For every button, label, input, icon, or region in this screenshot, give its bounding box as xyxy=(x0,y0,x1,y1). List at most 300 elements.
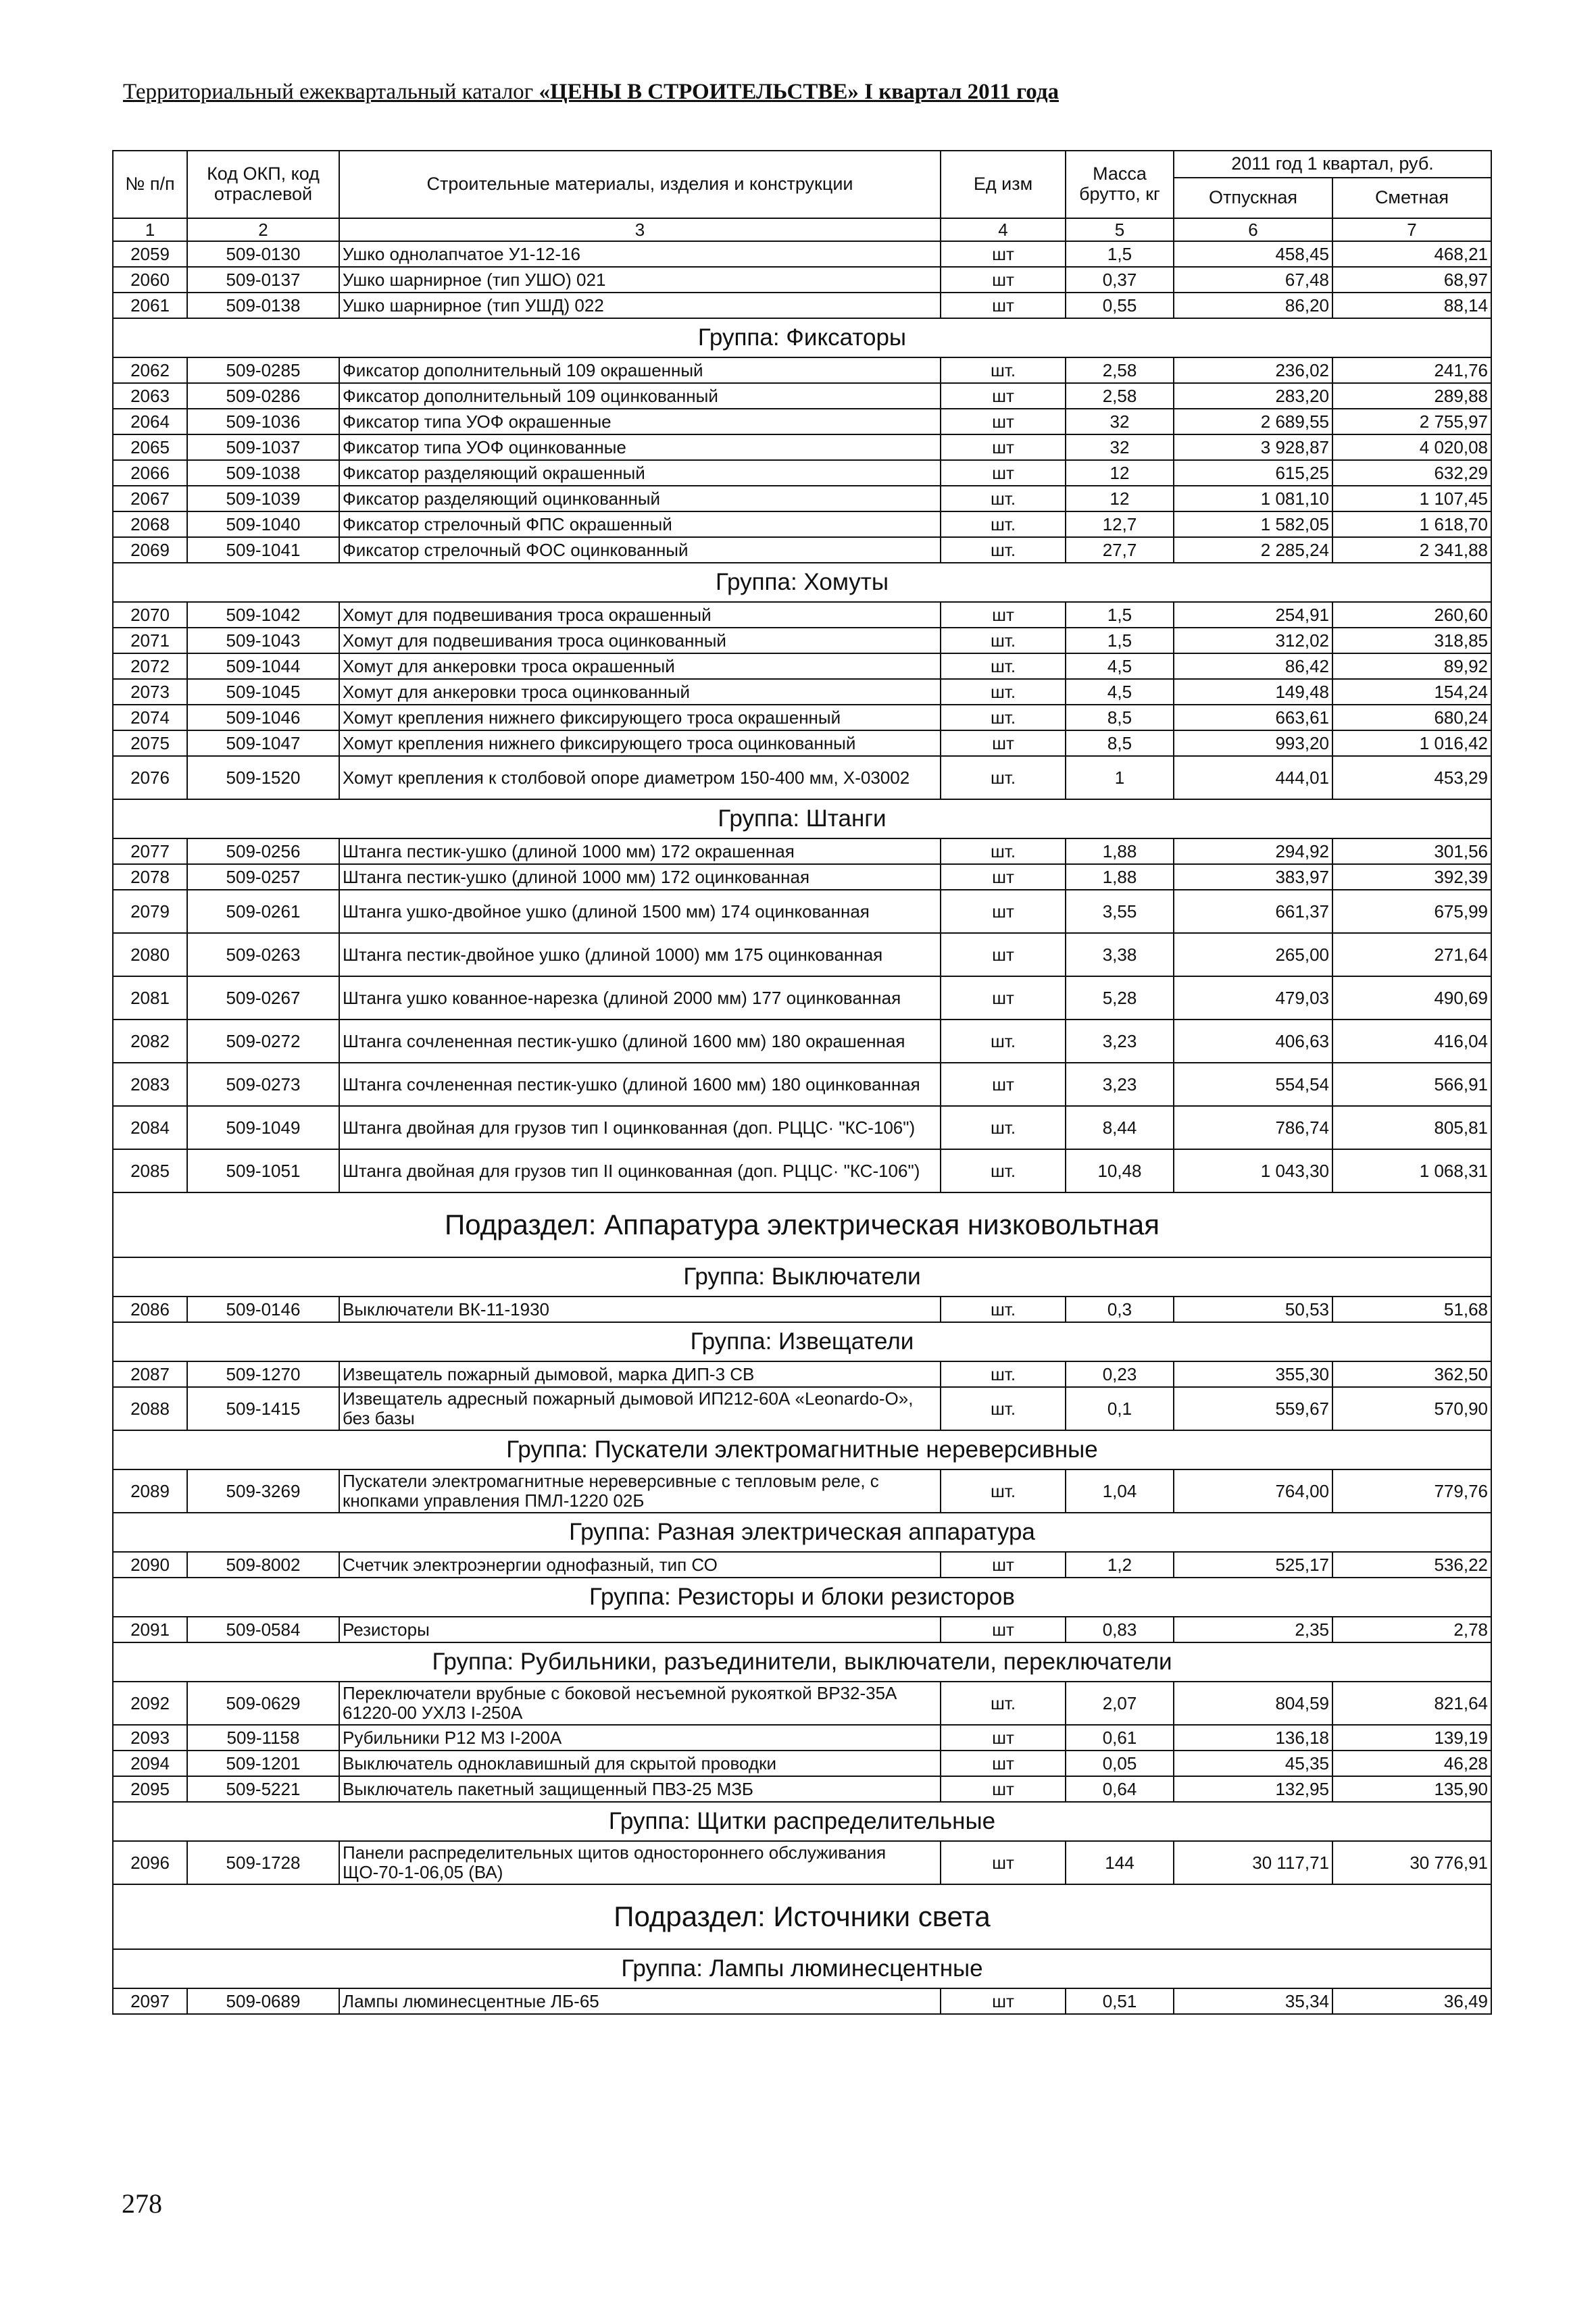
group-row xyxy=(113,799,1491,838)
row-estimate-price: 416,04 xyxy=(1332,1020,1491,1063)
group-row xyxy=(113,1430,1491,1469)
row-unit: шт xyxy=(941,1841,1066,1884)
row-mass: 32 xyxy=(1066,409,1174,434)
row-name: Штанга двойная для грузов тип I оцинкованная (доп. РЦЦС· "КС-106") xyxy=(339,1106,941,1149)
row-code: 509-0137 xyxy=(187,267,339,293)
table-row xyxy=(113,1988,1491,2014)
row-release-price: 1 582,05 xyxy=(1174,511,1332,537)
row-number: 2074 xyxy=(113,705,187,730)
row-code: 509-8002 xyxy=(187,1552,339,1578)
row-code: 509-0272 xyxy=(187,1020,339,1063)
row-release-price: 458,45 xyxy=(1174,241,1332,267)
row-number: 2060 xyxy=(113,267,187,293)
table-row xyxy=(113,705,1491,730)
row-mass: 4,5 xyxy=(1066,679,1174,705)
row-mass: 3,38 xyxy=(1066,933,1174,976)
row-name: Хомут для анкеровки троса оцинкованный xyxy=(339,679,941,705)
row-estimate-price: 392,39 xyxy=(1332,864,1491,890)
row-unit: шт xyxy=(941,383,1066,409)
row-number: 2081 xyxy=(113,976,187,1020)
row-name: Фиксатор типа УОФ окрашенные xyxy=(339,409,941,434)
row-number: 2073 xyxy=(113,679,187,705)
group-row xyxy=(113,1578,1491,1617)
row-estimate-price: 1 107,45 xyxy=(1332,486,1491,511)
row-code: 509-0146 xyxy=(187,1297,339,1322)
table-row xyxy=(113,486,1491,511)
row-mass: 4,5 xyxy=(1066,653,1174,679)
row-mass: 0,55 xyxy=(1066,293,1174,318)
row-unit: шт xyxy=(941,1751,1066,1776)
col-number: 2 xyxy=(187,218,339,241)
row-estimate-price: 1 618,70 xyxy=(1332,511,1491,537)
row-mass: 1,5 xyxy=(1066,628,1174,653)
row-name: Фиксатор типа УОФ оцинкованные xyxy=(339,434,941,460)
row-name: Фиксатор дополнительный 109 оцинкованный xyxy=(339,383,941,409)
row-release-price: 86,42 xyxy=(1174,653,1332,679)
row-code: 509-1041 xyxy=(187,537,339,563)
col-header-unit: Ед изм xyxy=(941,151,1066,218)
col-header-period: 2011 год 1 квартал, руб. xyxy=(1174,151,1491,178)
row-name: Пускатели электромагнитные нереверсивные с тепловым реле, с кнопками управления ПМЛ-1220 02Б xyxy=(339,1469,941,1513)
row-number: 2082 xyxy=(113,1020,187,1063)
row-name: Штанга двойная для грузов тип II оцинкованная (доп. РЦЦС· "КС-106") xyxy=(339,1149,941,1192)
row-number: 2063 xyxy=(113,383,187,409)
row-mass: 0,61 xyxy=(1066,1725,1174,1751)
row-mass: 2,07 xyxy=(1066,1682,1174,1725)
row-number: 2092 xyxy=(113,1682,187,1725)
row-name: Извещатель адресный пожарный дымовой ИП212-60А «Leonardo-O», без базы xyxy=(339,1387,941,1430)
row-unit: шт xyxy=(941,864,1066,890)
row-code: 509-1042 xyxy=(187,602,339,628)
row-unit: шт xyxy=(941,890,1066,933)
row-number: 2079 xyxy=(113,890,187,933)
row-unit: шт xyxy=(941,293,1066,318)
row-estimate-price: 490,69 xyxy=(1332,976,1491,1020)
row-unit: шт. xyxy=(941,1020,1066,1063)
group-row xyxy=(113,1257,1491,1297)
table-row xyxy=(113,864,1491,890)
col-number: 5 xyxy=(1066,218,1174,241)
group-heading: Группа: Разная электрическая аппаратура xyxy=(113,1513,1491,1552)
row-number: 2070 xyxy=(113,602,187,628)
col-number: 7 xyxy=(1332,218,1491,241)
row-unit: шт. xyxy=(941,1297,1066,1322)
row-mass: 0,64 xyxy=(1066,1776,1174,1802)
row-number: 2094 xyxy=(113,1751,187,1776)
table-row xyxy=(113,1682,1491,1725)
row-release-price: 993,20 xyxy=(1174,730,1332,756)
row-mass: 1,5 xyxy=(1066,602,1174,628)
row-name: Хомут для подвешивания троса окрашенный xyxy=(339,602,941,628)
row-unit: шт. xyxy=(941,679,1066,705)
row-name: Штанга ушко кованное-нарезка (длиной 2000 мм) 177 оцинкованная xyxy=(339,976,941,1020)
row-mass: 27,7 xyxy=(1066,537,1174,563)
table-row xyxy=(113,1149,1491,1192)
row-estimate-price: 2 341,88 xyxy=(1332,537,1491,563)
row-release-price: 35,34 xyxy=(1174,1988,1332,2014)
group-heading: Группа: Извещатели xyxy=(113,1322,1491,1361)
row-estimate-price: 468,21 xyxy=(1332,241,1491,267)
row-code: 509-5221 xyxy=(187,1776,339,1802)
row-estimate-price: 51,68 xyxy=(1332,1297,1491,1322)
row-mass: 0,83 xyxy=(1066,1617,1174,1642)
row-unit: шт. xyxy=(941,1361,1066,1387)
row-code: 509-0267 xyxy=(187,976,339,1020)
row-code: 509-0257 xyxy=(187,864,339,890)
row-release-price: 406,63 xyxy=(1174,1020,1332,1063)
row-mass: 0,23 xyxy=(1066,1361,1174,1387)
row-number: 2076 xyxy=(113,756,187,799)
row-code: 509-1044 xyxy=(187,653,339,679)
row-name: Переключатели врубные с боковой несъемной рукояткой ВР32-35А 61220-00 УХЛ3 I-250А xyxy=(339,1682,941,1725)
row-estimate-price: 68,97 xyxy=(1332,267,1491,293)
row-mass: 12 xyxy=(1066,460,1174,486)
row-name: Выключатель одноклавишный для скрытой проводки xyxy=(339,1751,941,1776)
row-estimate-price: 154,24 xyxy=(1332,679,1491,705)
row-number: 2077 xyxy=(113,838,187,864)
row-number: 2059 xyxy=(113,241,187,267)
page-number: 278 xyxy=(122,2188,162,2219)
table-row xyxy=(113,1751,1491,1776)
row-code: 509-0629 xyxy=(187,1682,339,1725)
row-unit: шт. xyxy=(941,838,1066,864)
col-header-release-price: Отпускная xyxy=(1174,178,1332,218)
row-code: 509-1415 xyxy=(187,1387,339,1430)
row-mass: 5,28 xyxy=(1066,976,1174,1020)
row-unit: шт. xyxy=(941,511,1066,537)
row-release-price: 383,97 xyxy=(1174,864,1332,890)
row-name: Рубильники Р12 М3 I-200А xyxy=(339,1725,941,1751)
row-unit: шт xyxy=(941,1552,1066,1578)
row-name: Фиксатор стрелочный ФПС окрашенный xyxy=(339,511,941,537)
row-release-price: 86,20 xyxy=(1174,293,1332,318)
row-name: Лампы люминесцентные ЛБ-65 xyxy=(339,1988,941,2014)
row-unit: шт xyxy=(941,1617,1066,1642)
row-estimate-price: 536,22 xyxy=(1332,1552,1491,1578)
row-mass: 12 xyxy=(1066,486,1174,511)
row-release-price: 444,01 xyxy=(1174,756,1332,799)
row-name: Штанга пестик-двойное ушко (длиной 1000) мм 175 оцинкованная xyxy=(339,933,941,976)
table-row xyxy=(113,1387,1491,1430)
row-unit: шт xyxy=(941,267,1066,293)
row-number: 2090 xyxy=(113,1552,187,1578)
price-table xyxy=(112,150,1492,2015)
col-number: 4 xyxy=(941,218,1066,241)
row-number: 2065 xyxy=(113,434,187,460)
table-row xyxy=(113,933,1491,976)
row-estimate-price: 36,49 xyxy=(1332,1988,1491,2014)
row-mass: 2,58 xyxy=(1066,383,1174,409)
col-header-no: № п/п xyxy=(113,151,187,218)
row-code: 509-1038 xyxy=(187,460,339,486)
row-code: 509-1051 xyxy=(187,1149,339,1192)
row-name: Штанга сочлененная пестик-ушко (длиной 1600 мм) 180 окрашенная xyxy=(339,1020,941,1063)
row-estimate-price: 570,90 xyxy=(1332,1387,1491,1430)
group-heading: Группа: Рубильники, разъединители, выключатели, переключатели xyxy=(113,1642,1491,1682)
row-release-price: 1 081,10 xyxy=(1174,486,1332,511)
row-release-price: 50,53 xyxy=(1174,1297,1332,1322)
row-release-price: 45,35 xyxy=(1174,1751,1332,1776)
group-heading: Группа: Щитки распределительные xyxy=(113,1802,1491,1841)
row-estimate-price: 289,88 xyxy=(1332,383,1491,409)
table-row xyxy=(113,267,1491,293)
row-unit: шт. xyxy=(941,486,1066,511)
row-name: Выключатели ВК-11-1930 xyxy=(339,1297,941,1322)
col-header-code: Код ОКП, код отраслевой xyxy=(187,151,339,218)
row-mass: 0,37 xyxy=(1066,267,1174,293)
group-heading: Группа: Фиксаторы xyxy=(113,318,1491,357)
row-mass: 32 xyxy=(1066,434,1174,460)
row-release-price: 254,91 xyxy=(1174,602,1332,628)
group-heading: Группа: Резисторы и блоки резисторов xyxy=(113,1578,1491,1617)
row-number: 2061 xyxy=(113,293,187,318)
row-name: Счетчик электроэнергии однофазный, тип СО xyxy=(339,1552,941,1578)
row-code: 509-3269 xyxy=(187,1469,339,1513)
row-unit: шт. xyxy=(941,705,1066,730)
row-release-price: 1 043,30 xyxy=(1174,1149,1332,1192)
group-row xyxy=(113,1802,1491,1841)
row-name: Штанга пестик-ушко (длиной 1000 мм) 172 оцинкованная xyxy=(339,864,941,890)
row-code: 509-1270 xyxy=(187,1361,339,1387)
table-row xyxy=(113,1361,1491,1387)
row-mass: 8,5 xyxy=(1066,705,1174,730)
row-release-price: 30 117,71 xyxy=(1174,1841,1332,1884)
subsection-heading: Подраздел: Аппаратура электрическая низковольтная xyxy=(113,1192,1491,1257)
row-code: 509-1158 xyxy=(187,1725,339,1751)
header-prefix: Территориальный ежеквартальный каталог xyxy=(123,80,539,104)
group-heading: Группа: Выключатели xyxy=(113,1257,1491,1297)
row-number: 2064 xyxy=(113,409,187,434)
row-number: 2083 xyxy=(113,1063,187,1106)
row-code: 509-0130 xyxy=(187,241,339,267)
row-number: 2089 xyxy=(113,1469,187,1513)
row-release-price: 559,67 xyxy=(1174,1387,1332,1430)
row-estimate-price: 139,19 xyxy=(1332,1725,1491,1751)
group-row xyxy=(113,1949,1491,1988)
row-name: Выключатель пакетный защищенный ПВЗ-25 МЗБ xyxy=(339,1776,941,1802)
row-release-price: 3 928,87 xyxy=(1174,434,1332,460)
table-row xyxy=(113,838,1491,864)
row-number: 2084 xyxy=(113,1106,187,1149)
row-release-price: 294,92 xyxy=(1174,838,1332,864)
col-header-name: Строительные материалы, изделия и конструкции xyxy=(339,151,941,218)
table-row xyxy=(113,653,1491,679)
row-name: Штанга пестик-ушко (длиной 1000 мм) 172 окрашенная xyxy=(339,838,941,864)
row-code: 509-1039 xyxy=(187,486,339,511)
row-number: 2091 xyxy=(113,1617,187,1642)
row-unit: шт. xyxy=(941,1469,1066,1513)
row-unit: шт xyxy=(941,460,1066,486)
row-mass: 3,23 xyxy=(1066,1063,1174,1106)
subsection-heading: Подраздел: Источники света xyxy=(113,1884,1491,1949)
row-estimate-price: 46,28 xyxy=(1332,1751,1491,1776)
row-mass: 3,23 xyxy=(1066,1020,1174,1063)
row-estimate-price: 632,29 xyxy=(1332,460,1491,486)
row-name: Ушко шарнирное (тип УШД) 022 xyxy=(339,293,941,318)
row-number: 2095 xyxy=(113,1776,187,1802)
row-number: 2068 xyxy=(113,511,187,537)
table-row xyxy=(113,756,1491,799)
row-unit: шт. xyxy=(941,1106,1066,1149)
row-unit: шт xyxy=(941,1776,1066,1802)
row-release-price: 661,37 xyxy=(1174,890,1332,933)
row-release-price: 525,17 xyxy=(1174,1552,1332,1578)
group-heading: Группа: Лампы люминесцентные xyxy=(113,1949,1491,1988)
table-row xyxy=(113,628,1491,653)
row-code: 509-0138 xyxy=(187,293,339,318)
group-row xyxy=(113,1513,1491,1552)
row-name: Хомут для анкеровки троса окрашенный xyxy=(339,653,941,679)
row-name: Хомут крепления нижнего фиксирующего троса окрашенный xyxy=(339,705,941,730)
col-number: 3 xyxy=(339,218,941,241)
row-mass: 1,88 xyxy=(1066,838,1174,864)
row-unit: шт xyxy=(941,976,1066,1020)
row-estimate-price: 30 776,91 xyxy=(1332,1841,1491,1884)
row-mass: 12,7 xyxy=(1066,511,1174,537)
row-mass: 8,44 xyxy=(1066,1106,1174,1149)
row-unit: шт. xyxy=(941,653,1066,679)
row-release-price: 804,59 xyxy=(1174,1682,1332,1725)
row-name: Панели распределительных щитов одностороннего обслуживания ЩО-70-1-06,05 (ВА) xyxy=(339,1841,941,1884)
table-row xyxy=(113,409,1491,434)
row-estimate-price: 566,91 xyxy=(1332,1063,1491,1106)
row-mass: 2,58 xyxy=(1066,357,1174,383)
row-release-price: 764,00 xyxy=(1174,1469,1332,1513)
row-release-price: 312,02 xyxy=(1174,628,1332,653)
row-estimate-price: 4 020,08 xyxy=(1332,434,1491,460)
row-number: 2087 xyxy=(113,1361,187,1387)
row-code: 509-0256 xyxy=(187,838,339,864)
row-release-price: 355,30 xyxy=(1174,1361,1332,1387)
row-estimate-price: 135,90 xyxy=(1332,1776,1491,1802)
row-code: 509-0285 xyxy=(187,357,339,383)
row-unit: шт. xyxy=(941,1682,1066,1725)
table-row xyxy=(113,1776,1491,1802)
row-code: 509-0689 xyxy=(187,1988,339,2014)
row-estimate-price: 453,29 xyxy=(1332,756,1491,799)
table-row xyxy=(113,976,1491,1020)
row-release-price: 786,74 xyxy=(1174,1106,1332,1149)
group-row xyxy=(113,318,1491,357)
row-estimate-price: 821,64 xyxy=(1332,1682,1491,1725)
row-mass: 1,2 xyxy=(1066,1552,1174,1578)
table-body xyxy=(113,241,1491,2014)
row-unit: шт xyxy=(941,1988,1066,2014)
row-number: 2078 xyxy=(113,864,187,890)
row-estimate-price: 271,64 xyxy=(1332,933,1491,976)
row-number: 2096 xyxy=(113,1841,187,1884)
row-release-price: 2 689,55 xyxy=(1174,409,1332,434)
row-estimate-price: 241,76 xyxy=(1332,357,1491,383)
row-unit: шт xyxy=(941,1725,1066,1751)
row-number: 2072 xyxy=(113,653,187,679)
row-number: 2086 xyxy=(113,1297,187,1322)
row-mass: 1,5 xyxy=(1066,241,1174,267)
row-code: 509-0286 xyxy=(187,383,339,409)
row-code: 509-1037 xyxy=(187,434,339,460)
col-number: 6 xyxy=(1174,218,1332,241)
header-catalog-title: «ЦЕНЫ В СТРОИТЕЛЬСТВЕ» I квартал 2011 года xyxy=(539,80,1059,104)
row-code: 509-0584 xyxy=(187,1617,339,1642)
table-row xyxy=(113,1106,1491,1149)
row-name: Извещатель пожарный дымовой, марка ДИП-3 СВ xyxy=(339,1361,941,1387)
table-row xyxy=(113,890,1491,933)
row-code: 509-1045 xyxy=(187,679,339,705)
col-header-mass: Масса брутто, кг xyxy=(1066,151,1174,218)
row-release-price: 67,48 xyxy=(1174,267,1332,293)
page-header xyxy=(123,80,1474,105)
row-number: 2075 xyxy=(113,730,187,756)
row-mass: 0,1 xyxy=(1066,1387,1174,1430)
table-row xyxy=(113,537,1491,563)
table-row xyxy=(113,602,1491,628)
table-row xyxy=(113,357,1491,383)
row-unit: шт. xyxy=(941,628,1066,653)
row-name: Хомут крепления к столбовой опоре диаметром 150-400 мм, Х-03002 xyxy=(339,756,941,799)
row-code: 509-1047 xyxy=(187,730,339,756)
table-row xyxy=(113,1725,1491,1751)
table-row xyxy=(113,293,1491,318)
table-row xyxy=(113,1063,1491,1106)
table-row xyxy=(113,1841,1491,1884)
row-estimate-price: 675,99 xyxy=(1332,890,1491,933)
row-estimate-price: 805,81 xyxy=(1332,1106,1491,1149)
row-estimate-price: 89,92 xyxy=(1332,653,1491,679)
row-name: Штанга ушко-двойное ушко (длиной 1500 мм) 174 оцинкованная xyxy=(339,890,941,933)
row-name: Ушко шарнирное (тип УШО) 021 xyxy=(339,267,941,293)
row-unit: шт xyxy=(941,933,1066,976)
table-row xyxy=(113,679,1491,705)
row-release-price: 136,18 xyxy=(1174,1725,1332,1751)
row-release-price: 236,02 xyxy=(1174,357,1332,383)
row-number: 2066 xyxy=(113,460,187,486)
row-name: Ушко однолапчатое У1-12-16 xyxy=(339,241,941,267)
group-row xyxy=(113,1322,1491,1361)
row-mass: 0,51 xyxy=(1066,1988,1174,2014)
row-estimate-price: 362,50 xyxy=(1332,1361,1491,1387)
row-estimate-price: 260,60 xyxy=(1332,602,1491,628)
row-number: 2093 xyxy=(113,1725,187,1751)
row-code: 509-0261 xyxy=(187,890,339,933)
row-name: Хомут крепления нижнего фиксирующего троса оцинкованный xyxy=(339,730,941,756)
row-mass: 10,48 xyxy=(1066,1149,1174,1192)
subsection-row xyxy=(113,1884,1491,1949)
row-code: 509-0263 xyxy=(187,933,339,976)
row-estimate-price: 2 755,97 xyxy=(1332,409,1491,434)
row-unit: шт xyxy=(941,602,1066,628)
table-row xyxy=(113,434,1491,460)
col-header-estimate-price: Сметная xyxy=(1332,178,1491,218)
table-row xyxy=(113,383,1491,409)
table-row xyxy=(113,1617,1491,1642)
row-code: 509-1520 xyxy=(187,756,339,799)
row-mass: 1,04 xyxy=(1066,1469,1174,1513)
row-number: 2067 xyxy=(113,486,187,511)
row-name: Фиксатор разделяющий окрашенный xyxy=(339,460,941,486)
row-name: Фиксатор дополнительный 109 окрашенный xyxy=(339,357,941,383)
row-estimate-price: 680,24 xyxy=(1332,705,1491,730)
row-number: 2088 xyxy=(113,1387,187,1430)
row-release-price: 2 285,24 xyxy=(1174,537,1332,563)
row-code: 509-0273 xyxy=(187,1063,339,1106)
table-row xyxy=(113,511,1491,537)
row-unit: шт xyxy=(941,730,1066,756)
row-code: 509-1049 xyxy=(187,1106,339,1149)
row-code: 509-1040 xyxy=(187,511,339,537)
row-mass: 1 xyxy=(1066,756,1174,799)
row-mass: 144 xyxy=(1066,1841,1174,1884)
table-row xyxy=(113,1020,1491,1063)
